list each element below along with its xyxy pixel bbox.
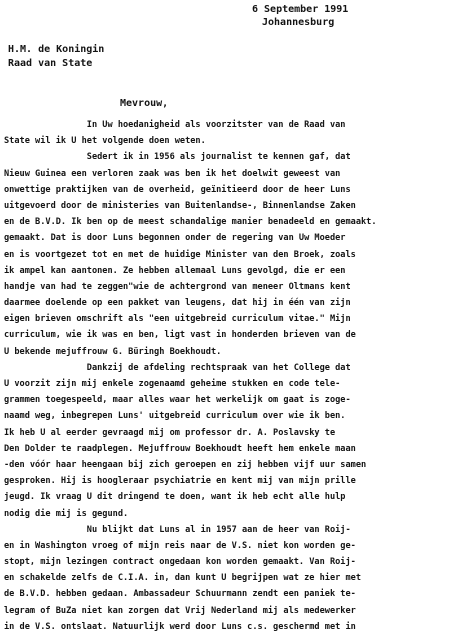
body-line: eigen brieven omschrift als "een uitgebreid curriculum vitae." Mijn [4,314,351,325]
body-line: en in Washington vroeg of mijn reis naar de V.S. niet kon worden ge- [4,540,356,551]
body-line: U voorzit zijn mij enkele zogenaamd geheime stukken en code tele- [4,379,341,389]
body-line: State wil ik U het volgende doen weten. [4,136,206,147]
body-line: en is voortgezet tot en met de huidige Minister van den Broek, zoals [4,249,356,260]
body-line: handje van had te zeggen"wie de achtergrond van meneer Oltmans kent [4,281,351,292]
body-line: stopt, mijn lezingen contract ongedaan kon worden gemaakt. Van Roij- [4,557,356,568]
body-line: Dankzij de afdeling rechtspraak van het College dat [4,362,351,373]
letter-city: Johannesburg [262,17,335,28]
body-line: ik ampel kan aantonen. Ze hebben allemaal Luns gevolgd, die er een [4,265,346,276]
body-line: gesproken. Hij is hoogleraar psychiatrie en kent mij van mijn prille [4,476,356,487]
body-line: onwettige praktijken van de overheid, geïnitieerd door de heer Luns [4,184,351,195]
body-line: U bekende mejuffrouw G. Büringh Boekhoudt. [4,346,222,357]
body-line: in de V.S. ontslaat. Natuurlijk werd door Luns c.s. geschermd met in [4,621,356,632]
salutation: Mevrouw, [120,98,169,109]
addressee-institution: Raad van State [8,58,93,69]
body-line: gemaakt. Dat is door Luns begonnen onder de regering van Uw Moeder [4,233,346,244]
body-line: nodig die mij is gegund. [4,508,129,519]
body-line: Nieuw Guinea een verloren zaak was ben ik het doelwit geweest van [4,168,341,179]
body-line: Nu blijkt dat Luns al in 1957 aan de heer van Roij- [4,524,351,535]
body-line: de B.V.D. hebben gedaan. Ambassadeur Schuurmann zendt een paniek te- [4,589,356,600]
letter-body [4,117,450,635]
body-line: Ik heb U al eerder gevraagd mij om professor dr. A. Poslavsky te [4,427,336,438]
body-line: Sedert ik in 1956 als journalist te kennen gaf, dat [4,152,351,163]
body-line: uitgevoerd door de ministeries van Buitenlandse-, Binnenlandse Zaken [4,200,356,211]
body-line: In Uw hoedanigheid als voorzitster van de Raad van [4,120,346,130]
body-line: Den Dolder te raadplegen. Mejuffrouw Boekhoudt heeft hem enkele maan [4,443,356,454]
body-line: jeugd. Ik vraag U dit dringend te doen, want ik heb echt alle hulp [4,492,346,503]
addressee-name: H.M. de Koningin [8,44,105,55]
body-line: en schakelde zelfs de C.I.A. in, dan kunt U begrijpen wat ze hier met [4,573,361,584]
body-line: grammen toegespeeld, maar alles waar het werkelijk om gaat is zoge- [4,395,351,406]
body-line: curriculum, wie ik was en ben, ligt vast in honderden brieven van de [4,330,356,341]
body-line: daarmee doelende op een pakket van leugens, dat hij in één van zijn [4,298,351,309]
body-line: en de B.V.D. Ik ben op de meest schandalige manier benadeeld en gemaakt. [4,217,377,228]
body-line: naamd weg, inbegrepen Luns' uitgebreid curriculum over wie ik ben. [4,411,346,422]
body-line: -den vóór haar heengaan bij zich geroepen en zij hebben vijf uur samen [4,459,367,470]
letter-date: 6 September 1991 [252,4,349,15]
addressee-block [8,43,104,71]
body-line: legram of BuZa niet kan zorgen dat Vrij Nederland mij als medewerker [4,605,356,616]
